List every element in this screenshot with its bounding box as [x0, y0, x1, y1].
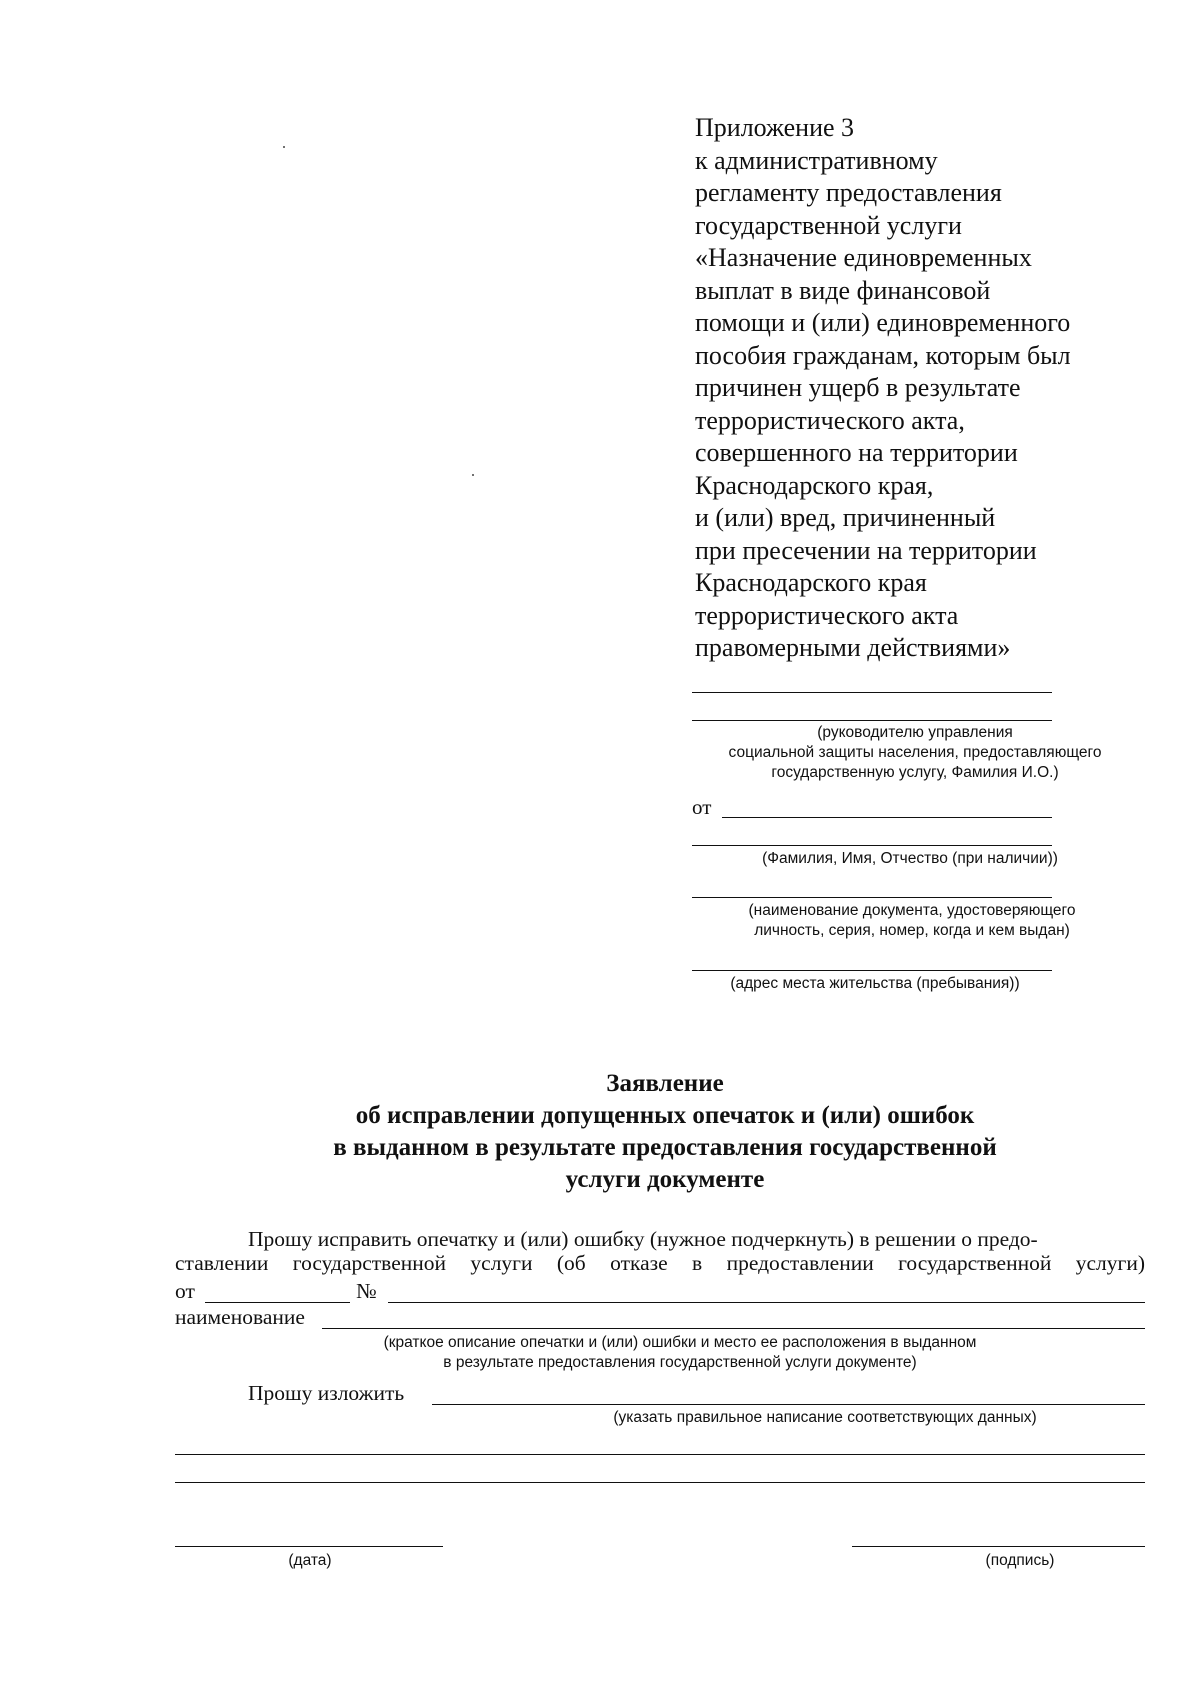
- appendix-line: к административному: [695, 145, 938, 175]
- applicant-name-caption: (Фамилия, Имя, Отчество (при наличии)): [762, 850, 1058, 867]
- caption-line: (краткое описание опечатки и (или) ошибки и место ее расположения в выданном: [383, 1334, 977, 1351]
- state-correctly-label: Прошу изложить: [248, 1381, 405, 1405]
- scan-speck: [472, 474, 474, 476]
- signature-caption: (подпись): [985, 1552, 1055, 1569]
- caption-line: государственную услугу, Фамилия И.О.): [771, 764, 1059, 781]
- appendix-header: [695, 112, 1155, 665]
- applicant-document-line[interactable]: [692, 897, 1052, 898]
- caption-line: (руководителю управления: [817, 724, 1013, 741]
- correct-data-line[interactable]: [432, 1404, 1145, 1405]
- correct-data-caption: (указать правильное написание соответствующих данных): [613, 1409, 1037, 1426]
- appendix-line: Краснодарского края: [695, 568, 927, 597]
- appendix-line: помощи и (или) единовременного: [695, 308, 1071, 337]
- applicant-from-line[interactable]: [722, 817, 1052, 818]
- date-caption: (дата): [288, 1552, 332, 1569]
- document-name-label: наименование: [175, 1305, 305, 1329]
- addressee-head-line-1[interactable]: [692, 692, 1052, 693]
- document-name-line[interactable]: [322, 1328, 1145, 1329]
- request-text-line-2: ставлении государственной услуги (об отказе в предоставлении государственной услуги): [175, 1251, 1145, 1275]
- appendix-line: при пресечении на территории: [695, 535, 1037, 565]
- appendix-line: государственной услуги: [695, 210, 962, 240]
- appendix-line: пособия гражданам, которым был: [695, 340, 1071, 370]
- caption-line: (наименование документа, удостоверяющего: [748, 902, 1076, 919]
- document-title: [180, 1068, 1150, 1196]
- appendix-line: регламенту предоставления: [695, 178, 1002, 207]
- appendix-line: Приложение 3: [695, 113, 855, 142]
- caption-line: личность, серия, номер, когда и кем выдан): [754, 922, 1070, 939]
- date-line[interactable]: [175, 1546, 443, 1547]
- decision-date-line[interactable]: [205, 1302, 350, 1303]
- addressee-head-caption: [690, 723, 1140, 783]
- appendix-line: Краснодарского края,: [695, 470, 934, 500]
- appendix-line: причинен ущерб в результате: [695, 373, 1021, 402]
- decision-number-label: №: [356, 1279, 377, 1303]
- appendix-line: террористического акта: [695, 600, 959, 630]
- appendix-line: выплат в виде финансовой: [695, 275, 991, 305]
- title-line: услуги документе: [565, 1166, 765, 1193]
- decision-date-label: от: [175, 1279, 195, 1303]
- appendix-line: правомерными действиями»: [695, 633, 1011, 662]
- appendix-line: «Назначение единовременных: [695, 243, 1032, 272]
- from-label: от: [692, 795, 712, 819]
- additional-line-2[interactable]: [175, 1482, 1145, 1483]
- applicant-name-line[interactable]: [692, 845, 1052, 846]
- title-line: об исправлении допущенных опечаток и (или) ошибок: [355, 1102, 975, 1129]
- signature-line[interactable]: [852, 1546, 1145, 1547]
- request-text-line-1: Прошу исправить опечатку и (или) ошибку (нужное подчеркнуть) в решении о предо-: [248, 1227, 1038, 1251]
- decision-number-line[interactable]: [388, 1302, 1145, 1303]
- additional-line-1[interactable]: [175, 1454, 1145, 1455]
- applicant-document-caption: [712, 901, 1112, 941]
- applicant-address-line[interactable]: [692, 970, 1052, 971]
- caption-line: в результате предоставления государственной услуги документе): [443, 1354, 917, 1371]
- appendix-line: террористического акта,: [695, 405, 965, 435]
- applicant-address-caption: (адрес места жительства (пребывания)): [730, 975, 1020, 992]
- addressee-head-line-2[interactable]: [692, 720, 1052, 721]
- appendix-line: совершенного на территории: [695, 438, 1018, 467]
- title-line: в выданном в результате предоставления государственной: [333, 1134, 997, 1161]
- caption-line: социальной защиты населения, предоставляющего: [728, 744, 1102, 761]
- title-line: Заявление: [606, 1070, 724, 1097]
- scan-speck: [283, 146, 285, 148]
- appendix-line: и (или) вред, причиненный: [695, 503, 996, 532]
- error-description-caption: [300, 1333, 1060, 1373]
